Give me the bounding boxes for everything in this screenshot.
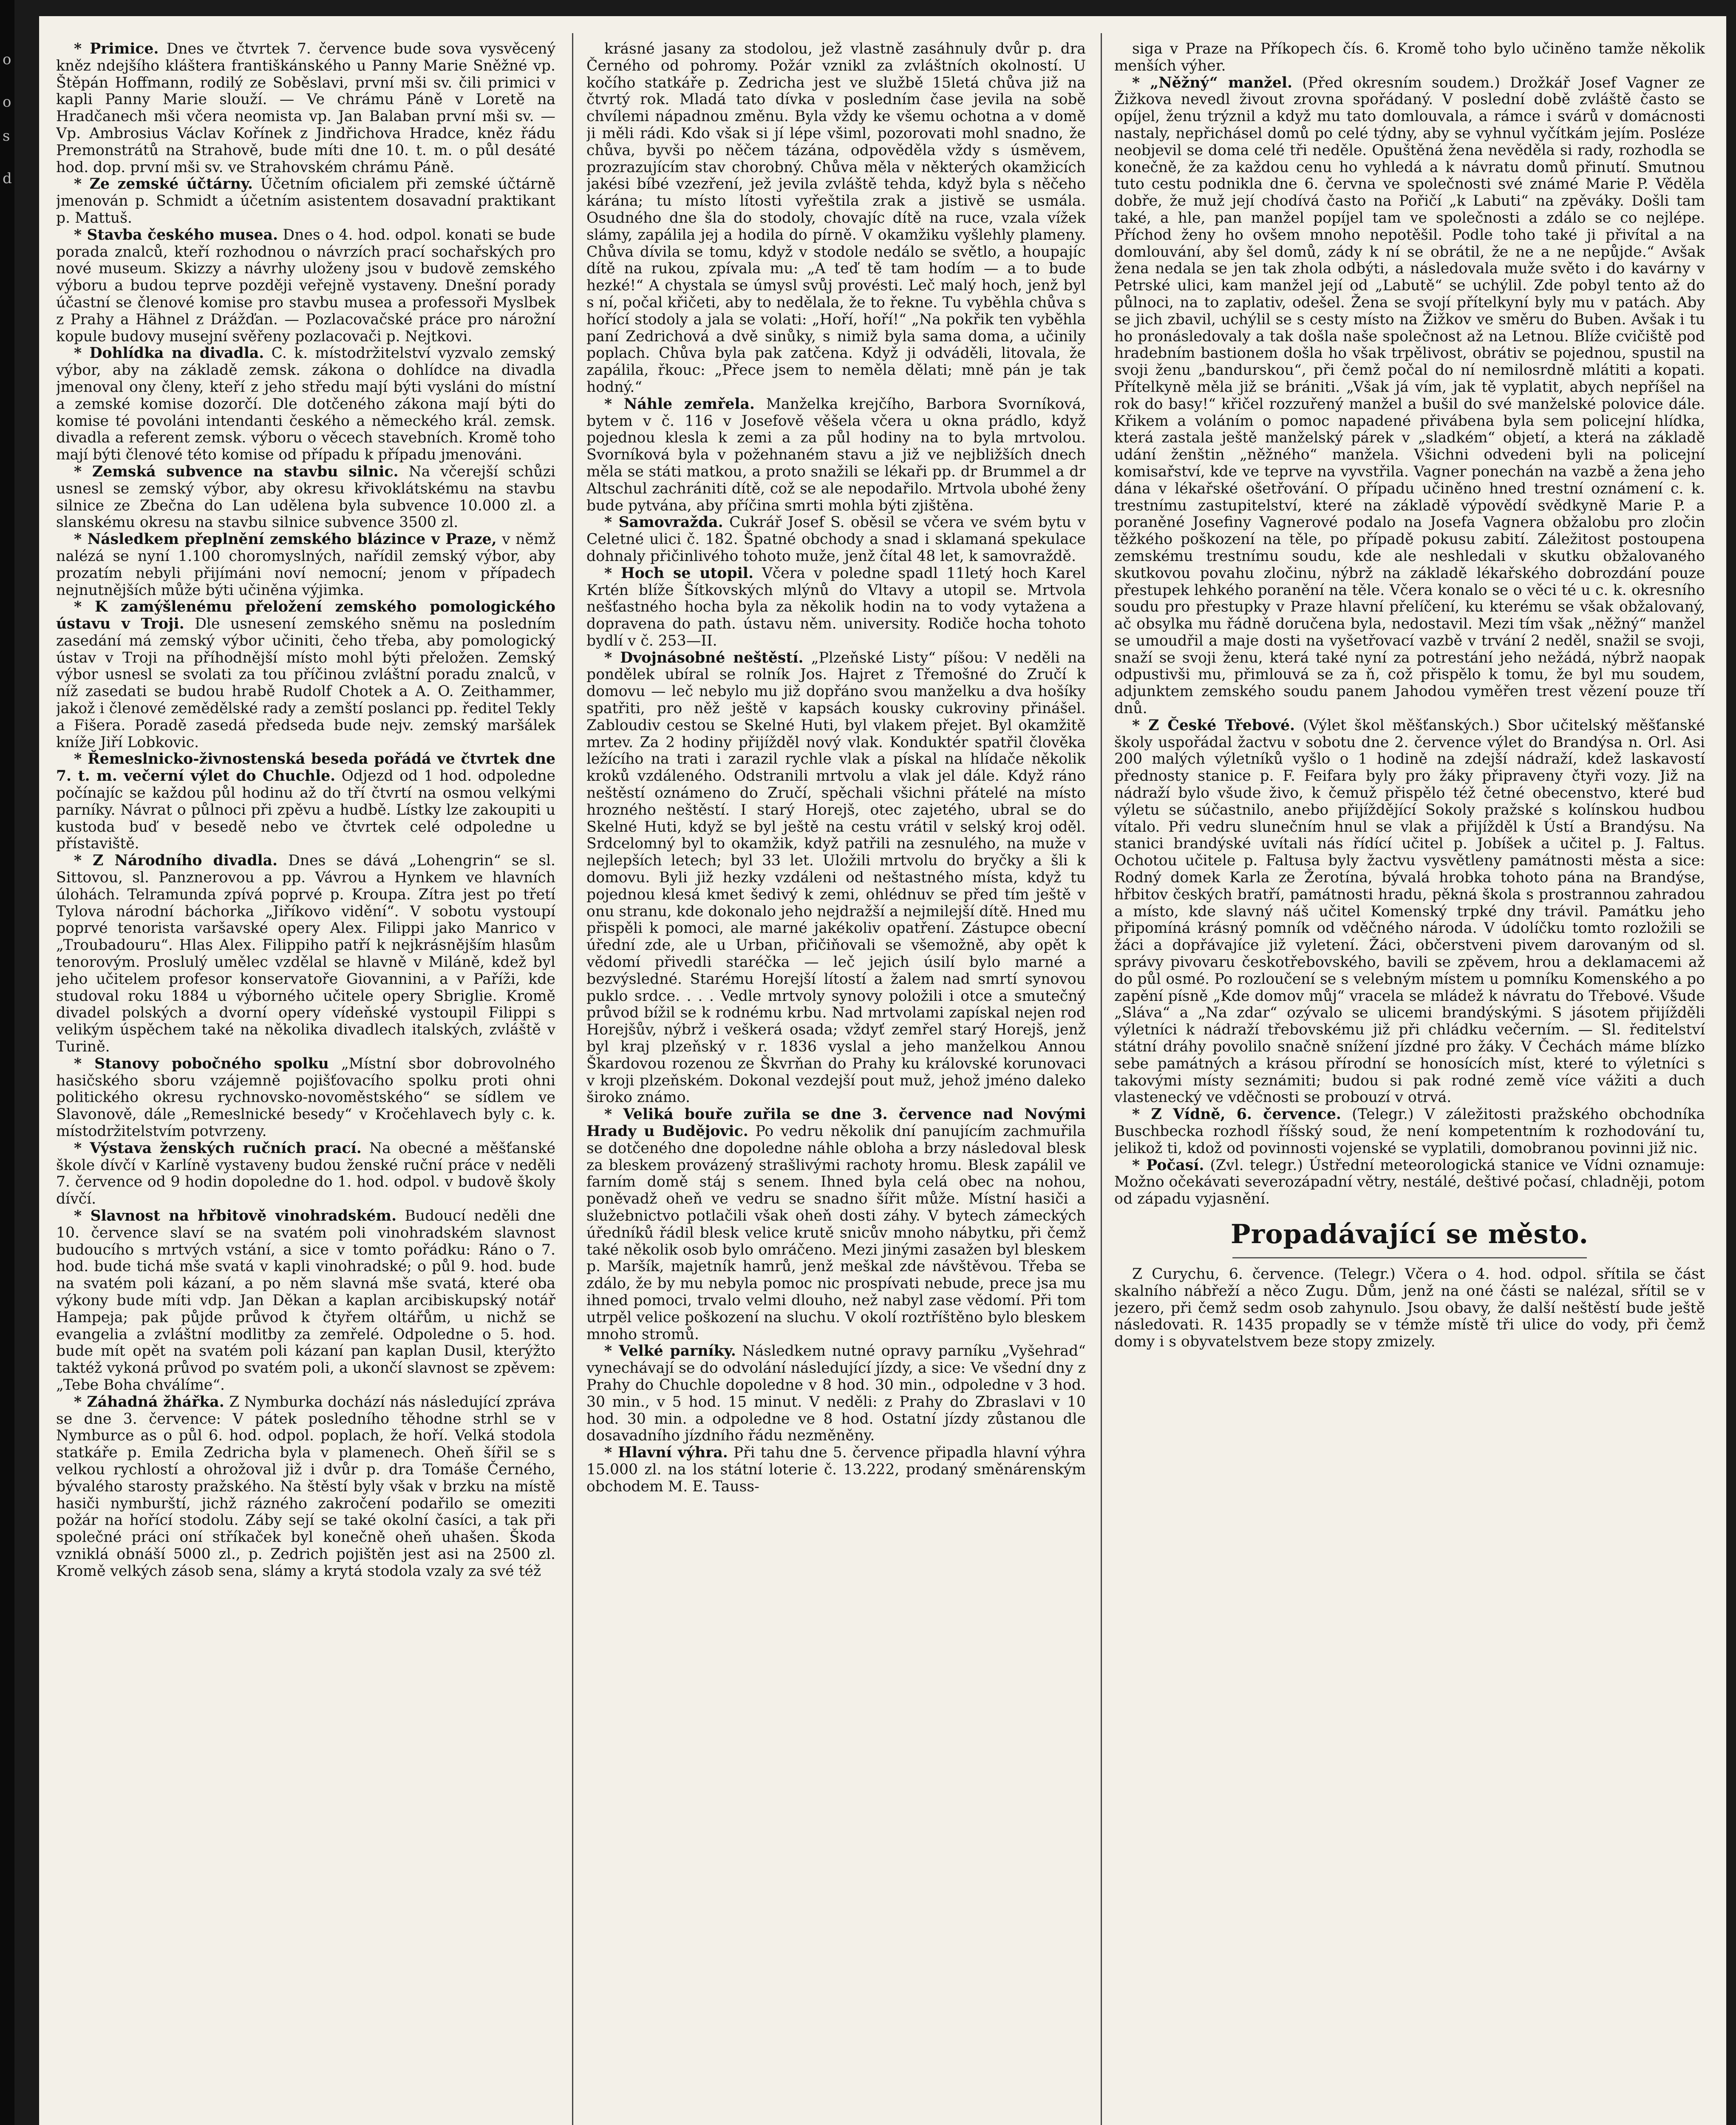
column-middle (586, 41, 1086, 2125)
margin-fragment: s (3, 128, 10, 144)
article-body: v němž nalézá se nyní 1.100 choromyslných, nařídil zemský výbor, aby prozatím nebyli přijímáni noví nemocní; jenom v případech nejnutnějších může býti učiněna výjimka. (56, 531, 555, 599)
article-headline: * Samovražda. (604, 514, 723, 531)
news-article (586, 650, 1086, 1107)
news-article (1114, 41, 1705, 75)
news-article (586, 41, 1086, 396)
news-article (56, 1056, 555, 1140)
news-article (586, 396, 1086, 515)
news-article (56, 1394, 555, 1580)
article-headline: * Stavba českého musea. (74, 226, 278, 244)
news-article (56, 41, 555, 176)
article-body: Dnes ve čtvrtek 7. července bude sova vysvěcený kněz ndejšího kláštera františkánského u Panny Marie Sněžné vp. Štěpán Hoffmann, rodilý ze Soběslavi, první mši sv. čili primici v kapli Panny Marie slouží. — Ve chrámu Páně v Loretě na Hradčanech mši včera neomista vp. Jan Balaban první mši sv. — Vp. Ambrosius Václav Kořínek z Jindřichova Hradce, kněz řádu Premonstrátů na Strahově, bude míti dne 10. t. m. o půl desáté hod. dop. první mši sv. ve Strahovském chrámu Páně. (56, 41, 555, 176)
article-body: (Telegr.) V záležitosti pražského obchodníka Buschbecka rozhodl říšský soud, že není kompetentním k rozhodování tu, jelikož ti, kdož od povinnosti vojenské se vyplatili, domobranou povinni již nic. (1114, 1106, 1705, 1157)
article-headline: * Z Vídně, 6. července. (1132, 1106, 1341, 1123)
article-body: (Před okresním soudem.) Drožkář Josef Vagner ze Žižkova nevedl živout zrovna spořádaný. V poslední době zvláště často se opíjel, ženu trýznil a když mu tato domlouvala, a rámce i svárů v domácnosti nastaly, nepřichásel domů po celé týdny, aby se vyhnul vyčítkám jejím. Posléze neobjevil se doma celé tři neděle. Opuštěná žena nevěděla si rady, rozhodla se konečně, že za každou cenu ho vyhledá a k návratu domů přinutí. Smutnou tuto cestu podnikla dne 6. června ve společnosti své známé Marie P. Věděla dobře, že muž její chodívá často na Pořičí „k Labuti“ na zpěváky. Došli tam také, a hle, pan manžel popíjel tam ve společnosti a zdálo se co nejlépe. Příchod ženy ho ovšem mnoho nepotěšil. Podle toho také ji přivítal a na domlouvání, aby šel domů, zády k ní se obrátil, že ne a ne nepůjde.“ Avšak žena nedala se jen tak zhola odbýti, a následovala muže světo i do kavárny v Petrské ulici, kam manžel její od „Labutě“ se uchýlil. Zde pobyl tento až do půlnoci, na to zaplativ, odešel. Žena se svojí přítelkyní byly mu v patách. Aby se jich zbavil, uchýlil se s cesty místo na Žižkov ve směru do Buben. Avšak i tu ho pronásledovaly a tak došla naše společnost až na Letnou. Blíže cvičiště pod hradebním bastionem došla ho však trpělivost, obrátiv se pojednou, spustil na svoji ženu „bandurskou“, při čemž počal do ní nemilosrdně mlátiti a kopati. Přítelkyně měla již se brániti. „Však já vím, jak tě vyplatit, abych nepříšel na rok do basy!“ křičel rozzuřený manžel a bušil do své manželské polovice dále. Křikem a voláním o pomoc napadené přivábena byla sem policejní hlídka, která zastala ještě manželský párek v „sladkém“ objetí, a která na základě udání ženštin „něžného“ manžela. Všichni odvedeni byli na policejní komisařství, kde ve teprve na vyvstřila. Vagner ponechán na vazbě a žena jeho dána v lékařské ošetřování. O případu učiněno hned trestní oznámení c. k. trestnímu zastupitelství, které na základě výpovědí svědkyně Marie P. a poraněné Josefiny Vagnerové podalo na Josefa Vagnera obžalobu pro zločin těžkého poškození na těle, po případě pokusu zabití. Záležitost postoupena zemskému trestnímu soudu, kde ale neshledali v skutku obžalovaného skutkovou povahu zločinu, nýbrž na základě lékařského dobrozdání pouze přestupek lehkého poranění na těle. Včera konalo se o věci té u c. k. okresního soudu pro přestupky v Praze hlavní přelíčení, ku kterému se však obžalovaný, ač obsylka mu řádně doručena byla, nedostavil. Mezi tím však „něžný“ manžel se umoudřil a maje dosti na vyšetřovací vazbě v trvání 2 neděl, snažil se svoji, snaží se svoji ženu, která také nyní za potrestání jeho nežádá, nýbrž naopak odpustivši mu, přimlouvá se za ň, což přispělo k tomu, že byl mu soudem, adjunktem zemského soudu panem Jahodou vyměřen trest vězení pouze tří dnů. (1114, 74, 1705, 717)
news-article (56, 1208, 555, 1394)
article-body: Na včerejší schůzi usnesl se zemský výbor, aby okresu křivoklátskému na stavbu silnice ze Zbečna do Lan udělena byla subvence 10.000 zl. a slanskému okresu na stavbu silnice subvence 3500 zl. (56, 463, 555, 531)
news-article (1114, 1157, 1705, 1208)
news-article (1114, 1266, 1705, 1351)
news-article (56, 1140, 555, 1208)
article-headline: * Hoch se utopil. (604, 564, 753, 582)
article-headline: * Veliká bouře zuřila se dne 3. července nad Novými Hrady u Budějovic. (586, 1106, 1086, 1140)
article-headline: * „Něžný“ manžel. (1132, 74, 1292, 91)
article-body: Z Nymburka dochází nás následující zpráva se dne 3. července: V pátek posledního těhodne strhl se v Nymburce as o půl 6. hod. odpol. poplach, že hoří. Velká stodola statkáře p. Emila Zedricha byla v plamenech. Oheň šířil se s velkou rychlostí a ohrožoval již i dvůr p. dra Tomáše Černého, bývalého starosty pražského. Na štěstí byly však v brzku na místě hasiči nymburští, jichž rázného zakročení podařilo se omeziti požár na hořící stodolu. Záby sejí se také okolní časíci, a tak při společné práci oní stříkaček byl konečně oheň uhašen. Škoda vzniklá obnáší 5000 zl., p. Zedrich pojištěn jest asi na 2500 zl. Kromě velkých zásob sena, slámy a krytá stodola vzaly za své též (56, 1393, 555, 1580)
news-article (56, 853, 555, 1056)
news-article (586, 565, 1086, 650)
article-body: Dnes se dává „Lohengrin“ se sl. Sittovou, sl. Panznerovou a pp. Vávrou a Hynkem ve hlavních úlohách. Telramunda zpívá poprvé p. Kroupa. Zítra jest po třetí Tylova národní báchorka „Jiříkovo vidění“. V sobotu vystoupí poprvé tenorista varšavské opery Alex. Filippi jako Manrico v „Troubadouru“. Hlas Alex. Filippiho patří k nejkrásnějším hlasům tenorovým. Proslulý umělec vzdělal se hlavně v Miláně, kdež byl jeho učitelem profesor konservatoře Giovannini, a v Paříži, kde studoval roku 1884 u výborného učitele opery Sbriglie. Kromě divadel polských a dvorní opery vídeňské vystoupil Filippi s velikým úspěchem také na několika divadlech italských, zvláště v Turině. (56, 852, 555, 1056)
news-article (56, 599, 555, 751)
article-body: Na obecné a měšťanské škole dívčí v Karlíně vystaveny budou ženské ruční práce v neděli 7. července od 9 hodin dopoledne do 1. hod. odpol. v budově školy dívčí. (56, 1139, 555, 1208)
article-body: Cukrář Josef S. oběsil se včera ve svém bytu v Celetné ulici č. 182. Špatné obchody a snad i sklamaná spekulace dohnaly přičinlivého tohoto muže, jenž čítal 48 let, k samovraždě. (586, 514, 1086, 565)
article-headline: * Stanovy pobočného spolku (74, 1055, 329, 1072)
article-body: Následkem nutné opravy parníku „Vyšehrad“ vynechávají se do odvolání následující jízdy, a sice: Ve všední dny z Prahy do Chuchle dopoledne v 8 hod. 30 min., odpoledne v 3 hod. 30 min., v 5 hod. 15 minut. V neděli: z Prahy do Zbraslavi v 10 hod. 30 min. a odpoledne ve 8 hod. Ostatní jízdy zůstanou dle dosavadního jízdního řádu nezměněny. (586, 1343, 1086, 1445)
article-body: (Zvl. telegr.) Ústřední meteorologická stanice ve Vídni oznamuje: Možno očekávati severozápadní větry, nestálé, deštivé počasí, chladněji, potom od západu vyjasnění. (1114, 1156, 1705, 1208)
news-article (586, 1445, 1086, 1495)
margin-fragment: o (3, 51, 11, 68)
article-headline: * Řemeslnicko-živnostenská beseda pořádá ve čtvrtek dne 7. t. m. večerní výlet do Chuchle. (56, 751, 555, 785)
article-headline: * Zemská subvence na stavbu silnic. (74, 463, 399, 480)
book-binding-edge (0, 0, 14, 2125)
news-article (586, 514, 1086, 565)
article-body: Odjezd od 1 hod. odpoledne počínajíc se každou půl hodinu až do tří čtvrtí na osmou velkými parníky. Návrat o půlnoci při zpěvu a hudbě. Lístky lze zakoupiti u kustoda buď v besedě nebo ve čtvrtek celé odpoledne u přístaviště. (56, 768, 555, 853)
news-article (56, 345, 555, 464)
article-body: „Plzeňské Listy“ píšou: V neděli na pondělek ubíral se rolník Jos. Hajret z Třemošné do Zručí k domovu — leč nebylo mu již dopřáno svou manželku a dva hošíky spatřiti, pro něž ještě v kapsách kousky cukroviny přinášel. Zabloudiv cestou se Skelné Huti, byl vlakem přejet. Byl okamžitě mrtev. Za 2 hodiny přijížděl nový vlak. Konduktér spatřil člověka ležícího na trati i zarazil rychle vlak a pískal na hlídače několik kroků vzdáleného. Odstranili mrtvolu a vlak jel dále. Když ráno neštěstí oznámeno do Zručí, spěchali všichni přátelé na místo hrozného neštěstí. I starý Horejš, otec zajetého, ubral se do Skelné Huti, když se byl ještě na cestu vrátil v selský kroj oděl. Srdcelomný byl to okamžik, když patřili na zesnulého, na muže v nejlepších letech; byl 33 let. Uložili mrtvolu do bryčky a šli k domovu. Byli již hezky vzdáleni od neštastného místa, když tu pojednou klesá kmet šedivý k zemi, ohlédnuv se před tím ještě v onu stranu, kde dokonalo jeho nejdražší a nejmilejší dítě. Hned mu přispěli k pomoci, ale marné jakékoliv opatření. Zástupce obecní úřední zde, ale u Urban, přičiňovali se všemožně, aby opět k vědomí přivedli staréčka — leč jejich úsilí bylo marné a bezvýsledné. Starému Horejší lítostí a žalem nad smrtí synovou puklo srdce. . . . Vedle mrtvoly synovy položili i otce a smutečný průvod bížil se k rodnému krbu. Nad mrtvolami zapískal nejen rod Horejšův, nýbrž i veškerá osada; vždyť zemřel starý Horejš, jenž byl kraj plzeňský v r. 1836 vyslal a jeho manželkou Annou Škardovou rozenou ze Škvrňan do Prahy ku královské korunovaci v kroji plzeňském. Dokonal vezdejší pout muž, jehož jméno daleko široko známo. (586, 649, 1086, 1106)
article-body: Manželka krejčího, Barbora Svorníková, bytem v č. 116 v Josefově věšela včera u okna prádlo, když pojednou klesla k zemi a za půl hodiny na to byla mrtvolou. Svorníková byla v požehnaném stavu a již ve nejbližších dnech měla se státi matkou, a proto snažili se lékaři pp. dr Brummel a dr Altschul zachrániti dítě, což se ale nepodařilo. Mrtvola ubohé ženy bude pytvána, aby příčina smrti mohla býti zjištěna. (586, 395, 1086, 514)
article-body: „Místní sbor dobrovolného hasičského sboru vzájemně pojišťovacího spolku proti ohni politického okresu rychnovsko-novoměstského“ se sídlem ve Slavonově, dále „Remeslnické besedy“ v Kročehlavech byly c. k. místodržitelstvím potvrzeny. (56, 1055, 555, 1140)
article-headline: * Počasí. (1132, 1156, 1204, 1174)
news-article (56, 531, 555, 599)
article-headline: * Z České Třebové. (1132, 717, 1295, 734)
news-article (586, 1106, 1086, 1343)
article-body: Dle usnesení zemského sněmu na posledním zasedání má zemský výbor učiniti, čeho třeba, aby pomologický ústav v Troji na příhodnější místo mohl býti přeložen. Zemský výbor usnesl se svolati za tou příčinou zvláštní poradu znalců, v níž zasedati se budou hrabě Rudolf Chotek a A. O. Zeithammer, jakož i členové zemědělské rady a zemští poslanci pp. ředitel Tekly a Fišera. Poradě zasedá předseda bude nejv. zemský maršálek kníže Jiří Lobkovic. (56, 615, 555, 751)
article-body: (Výlet škol měšťanských.) Sbor učitelský měšťanské školy uspořádal žactvu v sobotu dne 2. července výlet do Brandýsa n. Orl. Asi 200 malých výletníků vyšlo o 1 hodině na zdejší nádraží, kdež laskavostí přednosty stanice p. F. Feifara byly pro žáky připraveny čtyři vozy. Již na nádraží bylo všude živo, k čemuž přispělo též četné obecenstvo, které bud výletu se súčastnilo, anebo přijíždějící Sokoly pražské s kolínskou hudbou vítalo. Při vedru slunečním hnul se vlak a přijížděl k Ústí a Brandýsu. Na stanici brandýské uvítali nás řídící učitel p. Jobíšek a učitel p. J. Faltus. Ochotou učitele p. Faltusa byly žactvu vysvětleny památnosti města a sice: Rodný domek Karla ze Žerotína, bývalá hrobka tohoto pána na Brandýse, hřbitov českých bratří, památnosti hradu, pěkná škola s prostrannou zahradou a místo, kde slavný náš učitel Komenský trpké dny trávil. Památku jeho připomíná krásný pomník od vděčného národa. V údolíčku tomto rozložili se žáci a dopřávajíce již vyletení. Žáci, občerstveni pivem darovaným od sl. správy pivovaru českotřebovského, bavili se zpěvem, hrou a deklamacemi až do půl osmé. Po rozloučení se s velebným místem u pomníku Komenského a po zapění písně „Kde domov můj“ vracela se mládež k návratu do Třebové. Všude „Sláva“ a „Na zdar“ ozývalo se ulicemi brandýskými. S jásotem přijížděli výletníci k nádraží třebovskému již při chládku večerním. — Sl. ředitelství státní dráhy povolilo snačně snížení jízdné pro žáky. V Čechách máme blízko sebe památných a krásou přírodní se honosících míst, které to výletníci s takovými místy seznámiti; budou si pak rodné země více vážiti a duch vlastenecký ve vděčnosti se probouzí v otrvá. (1114, 717, 1705, 1106)
news-article (56, 176, 555, 227)
margin-fragment: d (3, 170, 12, 187)
article-headline: * Následkem přeplnění zemského blázince v Praze, (74, 531, 497, 548)
column-left (56, 41, 555, 2125)
article-headline: * Z Národního divadla. (74, 852, 278, 870)
article-headline: * Primice. (74, 41, 159, 57)
heading-rule (1232, 1257, 1587, 1258)
column-rule (572, 33, 573, 2125)
article-body: siga v Praze na Příkopech čís. 6. Kromě toho bylo učiněno tamže několik menších výher. (1114, 41, 1705, 74)
article-body: Při tahu dne 5. července připadla hlavní výhra 15.000 zl. na los státní loterie č. 13.222, prodaný směnárenským obchodem M. E. Tauss- (586, 1444, 1086, 1495)
article-headline: * K zamýšlenému přeložení zemského pomologického ústavu v Troji. (56, 598, 555, 633)
article-body: krásné jasany za stodolou, jež vlastně zasáhnuly dvůr p. dra Černého od pohromy. Požár vznikl za zvláštních okolností. U kočího statkáře p. Zedricha jest ve službě 15letá chůva již na čtvrtý rok. Mladá tato dívka v posledním čase jevila na sobě chvílemi nápadnou změnu. Byla vždy ke všemu ochotna a v domě ji měli rádi. Kdo však si jí lépe všiml, pozorovati mohl snadno, že chůva, byvši po něčem tázána, odpověděla vždy s úsměvem, prozrazujícím stav chorobný. Chůva měla v některých okamžicích jakési bíbé vzezření, jež jevila zvláště tehda, když byla s něčeho kárána; tu místo lítosti vyřeštila zrak a jistivě se usmála. Osudného dne šla do stodoly, chovajíc dítě na ruce, vzala vížek slámy, zapálila jej a hodila do pírně. V okamžiku vyšlehly plameny. Chůva dívila se tomu, když v stodole nedálo se světlo, a houpajíc dítě na rukou, zpívala mu: „A teď tě tam hodím — a to bude hezké!“ A chystala se úmysl svůj provésti. Leč malý hoch, jenž byl s ní, počal křičeti, aby to nedělala, že to řekne. Tu vyběhla chůva s hořící stodoly a jala se volati: „Hoří, hoří!“ „Na pokřik ten vyběhla paní Zedrichová a dvě sinůky, s nimiž byla sama doma, a učinily poplach. Chůva byla pak zatčena. Když ji odváděli, litovala, že zapálila, řkouc: „Přece jsem to neměla dělati; mně pán je tak hodný.“ (586, 41, 1086, 396)
article-headline: * Výstava ženských ručních prací. (74, 1139, 362, 1157)
news-article (56, 464, 555, 531)
article-headline: * Záhadná žhářka. (74, 1393, 224, 1411)
article-body: C. k. místodržitelství vyzvalo zemský výbor, aby na základě zemsk. zákona o dohlídce na divadla jmenoval ony členy, kteří z jeho středu mají býti vysláni do místní a zemské komise dozorčí. Dle dotčeného zákona mají býti do komise té povoláni intendanti českého a německého král. zemsk. divadla a referent zemsk. výboru o věcech stavebních. Kromě toho mají býti členové této komise od případu k případu jmenováni. (56, 345, 555, 464)
news-article (56, 227, 555, 346)
article-headline: * Dvojnásobné neštěstí. (604, 649, 804, 666)
article-body: Budoucí neděli dne 10. července slaví se na svatém poli vinohradském slavnost budoucího s mrtvých vstání, a sice v tomto pořádku: Ráno o 7. hod. bude tichá mše svatá v kapli vinohradské; o půl 9. hod. bude na svatém poli kázaní, a po něm slavná mše svatá, které oba výkony bude míti vdp. Jan Děkan a kaplan arcibiskupský notář Hampeja; pak půjde průvod k čtyřem oltářům, u nichž se evangelia a zvláštní modlitby za zemřelé. Odpoledne o 5. hod. bude mít opět na svatém poli kázaní pan kaplan Dusil, kterýžto taktéž vykoná průvod po svatém poli, a ukončí slavnost se zpěvem: „Tebe Boha chválíme“. (56, 1207, 555, 1394)
article-headline: * Ze zemské účtárny. (74, 176, 253, 193)
news-article (1114, 1106, 1705, 1157)
article-headline: * Hlavní výhra. (604, 1444, 728, 1462)
news-article (586, 1343, 1086, 1445)
article-body: Včera v poledne spadl 11letý hoch Karel Krtén blíže Šítkovských mlýnů do Vltavy a utopil se. Mrtvola nešťastného hocha byla za několik hodin na to vody vytažena a dopravena do path. ústavu něm. university. Rodiče hocha tohoto bydlí v č. 253—II. (586, 564, 1086, 649)
article-body: Účetním oficialem při zemské účtárně jmenován p. Schmidt a účetním asistentem dosavadní praktikant p. Mattuš. (56, 176, 555, 227)
section-heading: Propadávající se město. (1230, 1218, 1589, 1250)
article-headline: * Náhle zemřela. (604, 395, 755, 413)
margin-fragment: o (3, 94, 11, 110)
article-body: Po vedru několik dní panujícím zachmuřila se dotčeného dne dopoledne náhle obloha a brzy následoval blesk za bleskem provázený strašlivými rachoty hromu. Blesk zapálil ve farním domě stáj s senem. Ihned byla celá obec na nohou, poněvadž oheň ve vedru se snadno šířit může. Místní hasiči a služebnictvo potlačili však oheň dosti záhy. V bytech zámeckých úředníků řádil blesk velice krutě snicův mnoho nábytku, při čemž také několik osob bylo omráčeno. Mezi jinými zasažen byl bleskem p. Maršík, majetník hamrů, jenž meškal zde návštěvou. Třeba se zdálo, že by mu nebyla pomoc nic prospívati nebude, prece jsa mu ihned pomoci, trvalo velmi dlouho, než nabyl zase vědomí. Při tom utrpěl velice poškození na sluchu. V okolí roztříštěno bylo bleskem mnoho stromů. (586, 1123, 1086, 1343)
column-rule (1101, 33, 1102, 2125)
news-article (1114, 717, 1705, 1106)
news-article (56, 751, 555, 853)
article-headline: * Velké parníky. (604, 1343, 736, 1360)
article-body: Z Curychu, 6. července. (Telegr.) Včera o 4. hod. odpol. sřítila se část skalního nábřeží a něco Zugu. Dům, jenž na oné části se nalézal, sřítil se v jezero, při čemž sedm osob zahynulo. Jsou obavy, že další neštěstí bude ještě následovati. R. 1435 propadly se v témže místě tři ulice do vody, při čemž domy i s obyvatelstvem beze stopy zmizely. (1114, 1265, 1705, 1351)
news-article (1114, 75, 1705, 717)
article-body: Dnes o 4. hod. odpol. konati se bude porada znalců, kteří rozhodnou o návrzích prací sochařských pro nové museum. Skizzy a návrhy uloženy jsou v budově zemského výboru a budou teprve později veřejně vystaveny. Dnešní porady účastní se členové komise pro stavbu musea a professoři Myslbek z Prahy a Hähnel z Drážďan. — Pozlacovačské práce pro nárožní kopule budovy musejní svěřeny pozlacovači p. Nejtkovi. (56, 226, 555, 345)
column-right (1114, 41, 1705, 2125)
article-headline: * Slavnost na hřbitově vinohradském. (74, 1207, 397, 1224)
newspaper-page (39, 16, 1726, 2125)
article-headline: * Dohlídka na divadla. (74, 345, 264, 362)
